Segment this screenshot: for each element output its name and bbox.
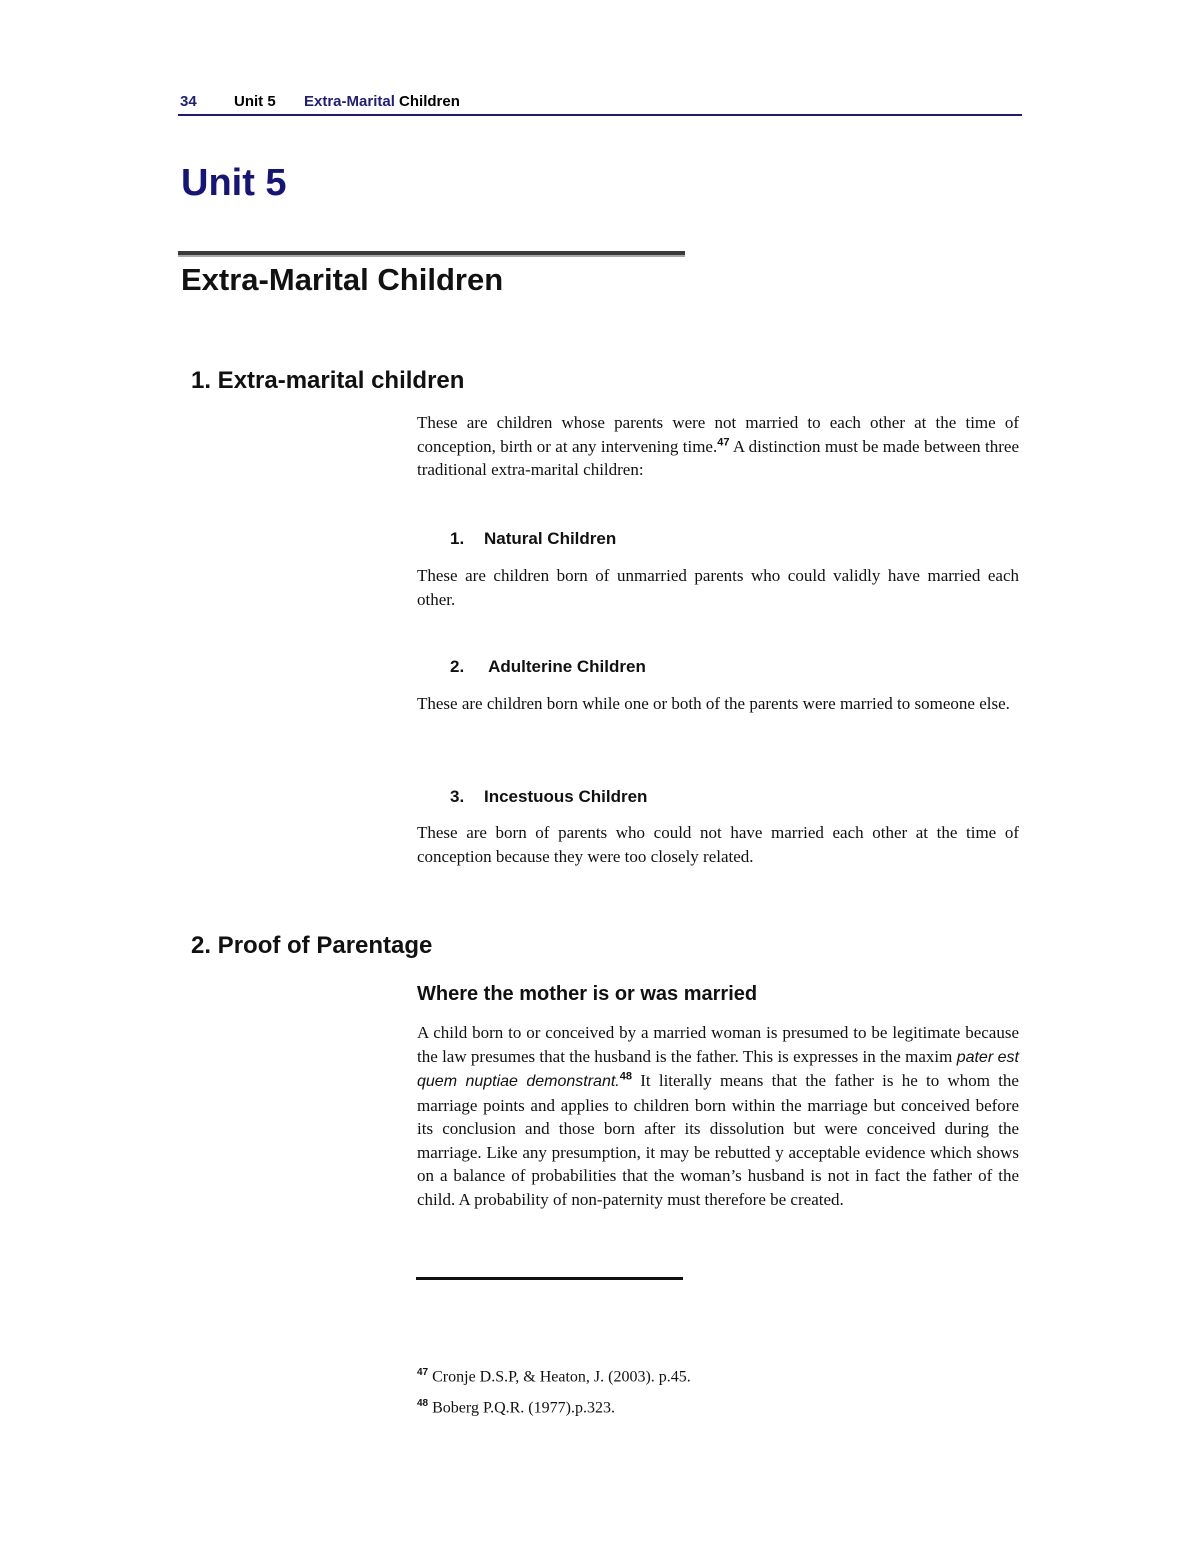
subsection-text-natural: These are children born of unmarried parents who could validly have married each other.	[417, 566, 1019, 609]
footnote-ref-48[interactable]: 48	[619, 1070, 632, 1083]
unit-title: Unit 5	[181, 162, 287, 204]
subsection-number: 2.	[450, 657, 465, 676]
intro-text-1: These are children whose parents were not married to each other at the time of conception, birth or at any intervening time.	[417, 413, 1019, 456]
footnote-text: Boberg P.Q.R. (1977).p.323.	[428, 1399, 615, 1417]
running-header	[180, 93, 460, 110]
subsection-title: Natural Children	[484, 529, 617, 548]
subsection-heading-adulterine	[450, 657, 646, 677]
footnote-separator	[416, 1277, 683, 1280]
header-title-colored: Extra-Marital	[304, 93, 395, 110]
subsection-title: Adulterine Children	[484, 657, 646, 676]
subsection-text-adulterine: These are children born while one or both of the parents were married to someone else.	[417, 694, 1010, 713]
section-2-subheading: Where the mother is or was married	[417, 983, 758, 1005]
footnote-number: 47	[417, 1367, 429, 1378]
section-2-paragraph	[417, 1021, 1019, 1211]
chapter-title: Extra-Marital Children	[181, 262, 504, 297]
footnote-text: Cronje D.S.P, & Heaton, J. (2003). p.45.	[428, 1368, 691, 1386]
subsection-number: 1.	[450, 529, 465, 548]
section-1-heading: 1. Extra-marital children	[191, 367, 465, 394]
intro-text-2: A distinction must be made between three traditional extra-marital children:	[417, 436, 1019, 479]
subsection-title: Incestuous Children	[484, 787, 648, 806]
paragraph-text-2: It literally means that the father is he to whom the marriage points and applies to children born within the marriage but conceived before its conclusion and those born after its dissolution but were conceived during the marriage. Like any presumption, it may be rebutted y acceptable evidence which shows on a balance of probabilities that the woman’s husband is not in fact the father of the child. A probability of non-paternity must therefore be created.	[417, 1071, 1019, 1209]
footnote-48	[417, 1398, 615, 1417]
header-title-rest: Children	[399, 93, 460, 110]
title-divider	[178, 251, 685, 255]
header-unit-label: Unit 5	[234, 93, 276, 110]
page-number: 34	[180, 93, 197, 110]
footnote-ref-47[interactable]: 47	[717, 435, 730, 448]
paragraph-text-1: A child born to or conceived by a married woman is presumed to be legitimate because the law presumes that the husband is the father. This is expresses in the maxim	[417, 1023, 1019, 1066]
subsection-heading-incestuous	[450, 787, 647, 807]
section-1-intro	[417, 411, 1019, 482]
latin-maxim: pater est quem nuptiae demonstrant.	[417, 1048, 1019, 1090]
subsection-number: 3.	[450, 787, 465, 806]
footnote-number: 48	[417, 1398, 429, 1409]
header-rule	[178, 114, 1022, 116]
section-2-heading: 2. Proof of Parentage	[191, 932, 433, 959]
subsection-text-incestuous: These are born of parents who could not have married each other at the time of conception because they were too closely related.	[417, 823, 1019, 866]
subsection-heading-natural	[450, 529, 616, 549]
footnote-47	[417, 1367, 691, 1386]
